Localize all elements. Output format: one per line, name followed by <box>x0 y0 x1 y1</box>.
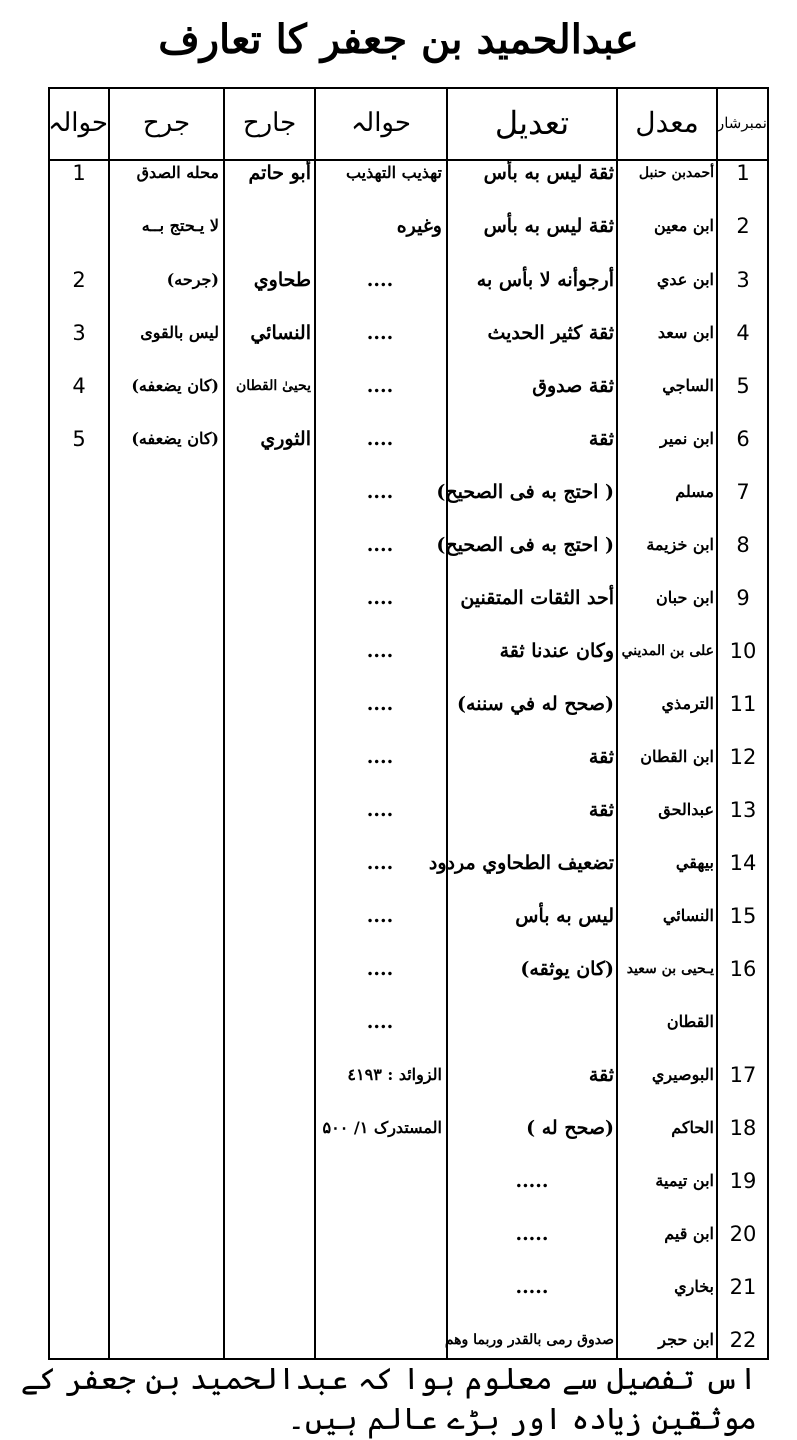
cell-hawala-2 <box>52 949 106 989</box>
header-serial: نمبرشار <box>716 114 767 132</box>
cell-jarih <box>227 896 311 936</box>
cell-tadil: أرجوأنه لا بأس به <box>476 269 614 291</box>
cell-muaddil: القطان <box>666 1012 714 1031</box>
cell-jarh: ليس بالقوى <box>140 323 219 342</box>
cell-muaddil: مسلم <box>675 482 714 501</box>
cell-jarih <box>227 525 311 565</box>
cell-tadil: ثقة <box>588 799 614 821</box>
cell-jarh <box>112 525 219 565</box>
cell-hawala-2 <box>52 790 106 830</box>
header-tadil: تعدیل <box>494 104 570 142</box>
cell-muaddil: ابن حبان <box>656 588 714 607</box>
cell-hawala-1: .... <box>366 852 394 874</box>
cell-hawala-2: 5 <box>72 427 86 451</box>
cell-jarih <box>227 206 311 246</box>
cell-hawala-2 <box>52 1214 106 1254</box>
cell-hawala-2: 1 <box>72 161 86 185</box>
cell-hawala-1 <box>318 1320 442 1360</box>
cell-jarh: محله الصدق <box>136 163 219 182</box>
cell-tadil <box>450 1002 614 1042</box>
cell-hawala-1: .... <box>366 1011 394 1033</box>
cell-jarh <box>112 1267 219 1307</box>
cell-hawala-2: 4 <box>72 374 86 398</box>
cell-hawala-2 <box>52 896 106 936</box>
cell-hawala-2 <box>52 1161 106 1201</box>
header-hawala-2: حوالہ <box>48 108 108 138</box>
cell-muaddil: النسائي <box>662 906 714 925</box>
cell-jarh <box>112 737 219 777</box>
cell-hawala-2 <box>52 472 106 512</box>
cell-hawala-1: تهذيب التهذيب <box>345 163 442 182</box>
cell-jarh: (جرحه) <box>166 270 219 289</box>
cell-hawala-1 <box>318 1267 442 1307</box>
cell-muaddil: ابن خزيمة <box>646 535 714 554</box>
cell-jarih <box>227 790 311 830</box>
cell-muaddil: البوصيري <box>651 1065 714 1084</box>
cell-serial: 5 <box>736 374 750 398</box>
cell-jarh <box>112 949 219 989</box>
cell-tadil: ليس به بأس <box>515 905 614 927</box>
cell-hawala-2 <box>52 578 106 618</box>
cell-hawala-1: وغيره <box>396 215 442 237</box>
cell-jarih <box>227 684 311 724</box>
cell-hawala-1: الزوائد : ٤١٩٣ <box>347 1065 442 1084</box>
cell-hawala-2 <box>52 1002 106 1042</box>
cell-hawala-1: .... <box>366 958 394 980</box>
cell-jarih <box>227 1320 311 1360</box>
cell-jarh <box>112 896 219 936</box>
cell-tadil: ثقة كثير الحديث <box>487 322 614 344</box>
cell-muaddil: على بن المديني <box>621 643 714 659</box>
cell-jarh: (كان يضعفه) <box>131 376 219 395</box>
cell-jarh <box>112 1214 219 1254</box>
cell-serial: 4 <box>736 321 750 345</box>
page-title: عبدالحمید بن جعفر کا تعارف <box>158 16 639 63</box>
cell-jarih: أبو حاتم <box>248 162 311 184</box>
cell-jarh: لا يـحتج بــه <box>141 216 219 235</box>
cell-serial: 20 <box>729 1222 757 1246</box>
cell-serial: 22 <box>729 1328 757 1352</box>
cell-serial: 2 <box>736 214 750 238</box>
cell-jarh <box>112 843 219 883</box>
cell-muaddil: الحاكم <box>671 1118 714 1137</box>
cell-jarh <box>112 1161 219 1201</box>
cell-hawala-1: المستدرک ۱/ ۵۰۰ <box>322 1118 442 1137</box>
cell-jarh <box>112 1002 219 1042</box>
cell-jarih <box>227 631 311 671</box>
header-hawala-1: حوالہ <box>351 108 411 138</box>
cell-jarh <box>112 631 219 671</box>
cell-tadil: ثقة صدوق <box>532 375 614 397</box>
cell-serial: 6 <box>736 427 750 451</box>
cell-jarih <box>227 1055 311 1095</box>
cell-jarh <box>112 790 219 830</box>
cell-jarh <box>112 578 219 618</box>
cell-serial: 16 <box>729 957 757 981</box>
cell-hawala-1: .... <box>366 428 394 450</box>
cell-jarih <box>227 737 311 777</box>
cell-serial: 7 <box>736 480 750 504</box>
cell-jarih <box>227 949 311 989</box>
cell-jarih: طحاوي <box>253 269 311 291</box>
cell-hawala-2 <box>52 1320 106 1360</box>
cell-tadil: ..... <box>515 1223 549 1245</box>
header-jarh: جرح <box>142 108 191 138</box>
cell-tadil: تضعيف الطحاوي مردود <box>428 852 614 874</box>
cell-hawala-1 <box>318 1214 442 1254</box>
cell-tadil: ثقة <box>588 1064 614 1086</box>
cell-hawala-1: .... <box>366 640 394 662</box>
cell-hawala-1: .... <box>366 322 394 344</box>
cell-jarh: (كان يضعفه) <box>131 429 219 448</box>
cell-jarh <box>112 1055 219 1095</box>
cell-hawala-1 <box>318 1161 442 1201</box>
cell-hawala-2 <box>52 206 106 246</box>
cell-jarih <box>227 1214 311 1254</box>
cell-hawala-1: .... <box>366 534 394 556</box>
header-muaddil: معدل <box>635 106 699 139</box>
cell-serial: 11 <box>729 692 757 716</box>
cell-hawala-2 <box>52 525 106 565</box>
cell-muaddil: عبدالحق <box>658 800 714 819</box>
cell-muaddil: ابن سعد <box>657 323 714 342</box>
cell-serial: 10 <box>729 639 757 663</box>
cell-muaddil: الساجي <box>662 376 714 395</box>
cell-jarih <box>227 472 311 512</box>
cell-tadil: (صحح له ) <box>526 1117 614 1139</box>
cell-jarh <box>112 684 219 724</box>
cell-serial: 9 <box>736 586 750 610</box>
header-jarih: جارح <box>242 108 297 138</box>
cell-tadil: (كان يوثقه) <box>520 958 614 980</box>
cell-hawala-2 <box>52 737 106 777</box>
cell-muaddil: أحمدبن حنبل <box>638 165 714 181</box>
cell-tadil: ثقة <box>588 428 614 450</box>
cell-serial: 1 <box>736 161 750 185</box>
cell-muaddil: يـحيى بن سعيد <box>626 961 714 977</box>
cell-muaddil: ابن معين <box>654 216 714 235</box>
cell-jarih: النسائي <box>250 322 311 344</box>
cell-tadil: ..... <box>515 1276 549 1298</box>
cell-tadil: ..... <box>515 1170 549 1192</box>
cell-jarih <box>227 843 311 883</box>
cell-hawala-2: 2 <box>72 268 86 292</box>
cell-tadil: ( احتج به فى الصحيح) <box>436 481 614 503</box>
cell-hawala-2: 3 <box>72 321 86 345</box>
cell-muaddil: ابن نمير <box>659 429 714 448</box>
cell-muaddil: ابن تيمية <box>655 1171 714 1190</box>
cell-jarih <box>227 578 311 618</box>
cell-jarih: الثوري <box>260 428 311 450</box>
cell-jarh <box>112 1320 219 1360</box>
cell-hawala-1: .... <box>366 693 394 715</box>
cell-serial <box>720 1002 766 1042</box>
cell-hawala-1: .... <box>366 481 394 503</box>
cell-jarih: يحيىٰ القطان <box>236 378 311 394</box>
cell-hawala-1: .... <box>366 587 394 609</box>
cell-muaddil: بيهقي <box>675 853 714 872</box>
cell-jarih <box>227 1161 311 1201</box>
cell-hawala-1: .... <box>366 375 394 397</box>
cell-muaddil: ابن عدي <box>656 270 714 289</box>
cell-tadil: ثقة ليس به بأس <box>483 162 614 184</box>
cell-jarih <box>227 1108 311 1148</box>
cell-hawala-2 <box>52 1055 106 1095</box>
cell-serial: 18 <box>729 1116 757 1140</box>
footer-conclusion: اس تفصیل سے معلوم ہوا کہ عبدالحمید بن جعفر کے موثقین زیادہ اور بڑے عالم ہیں۔ <box>20 1362 757 1437</box>
cell-jarh <box>112 472 219 512</box>
cell-hawala-1: .... <box>366 799 394 821</box>
cell-serial: 8 <box>736 533 750 557</box>
cell-serial: 15 <box>729 904 757 928</box>
cell-serial: 17 <box>729 1063 757 1087</box>
cell-tadil: ثقة <box>588 746 614 768</box>
cell-tadil: (صحح له في سننه) <box>457 693 614 715</box>
cell-hawala-2 <box>52 1267 106 1307</box>
cell-hawala-2 <box>52 631 106 671</box>
cell-jarih <box>227 1267 311 1307</box>
cell-serial: 14 <box>729 851 757 875</box>
cell-jarh <box>112 1108 219 1148</box>
cell-serial: 21 <box>729 1275 757 1299</box>
cell-muaddil: ابن قيم <box>664 1224 714 1243</box>
cell-hawala-2 <box>52 684 106 724</box>
cell-serial: 12 <box>729 745 757 769</box>
cell-hawala-2 <box>52 1108 106 1148</box>
cell-hawala-1: .... <box>366 746 394 768</box>
cell-muaddil: ابن حجر <box>658 1330 714 1349</box>
cell-muaddil: بخاري <box>674 1277 714 1296</box>
cell-tadil: صدوق رمى بالقدر وربما وهم <box>444 1332 614 1348</box>
cell-tadil: ثقة ليس به بأس <box>483 215 614 237</box>
cell-hawala-1: .... <box>366 905 394 927</box>
cell-tadil: وكان عندنا ثقة <box>499 640 614 662</box>
cell-muaddil: ابن القطان <box>640 747 714 766</box>
cell-serial: 3 <box>736 268 750 292</box>
cell-serial: 13 <box>729 798 757 822</box>
cell-tadil: ( احتج به فى الصحيح) <box>436 534 614 556</box>
narrators-table <box>48 87 769 1360</box>
cell-muaddil: الترمذي <box>661 694 714 713</box>
cell-hawala-2 <box>52 843 106 883</box>
cell-tadil: أحد الثقات المتقنين <box>460 587 614 609</box>
cell-jarih <box>227 1002 311 1042</box>
cell-hawala-1: .... <box>366 269 394 291</box>
cell-serial: 19 <box>729 1169 757 1193</box>
